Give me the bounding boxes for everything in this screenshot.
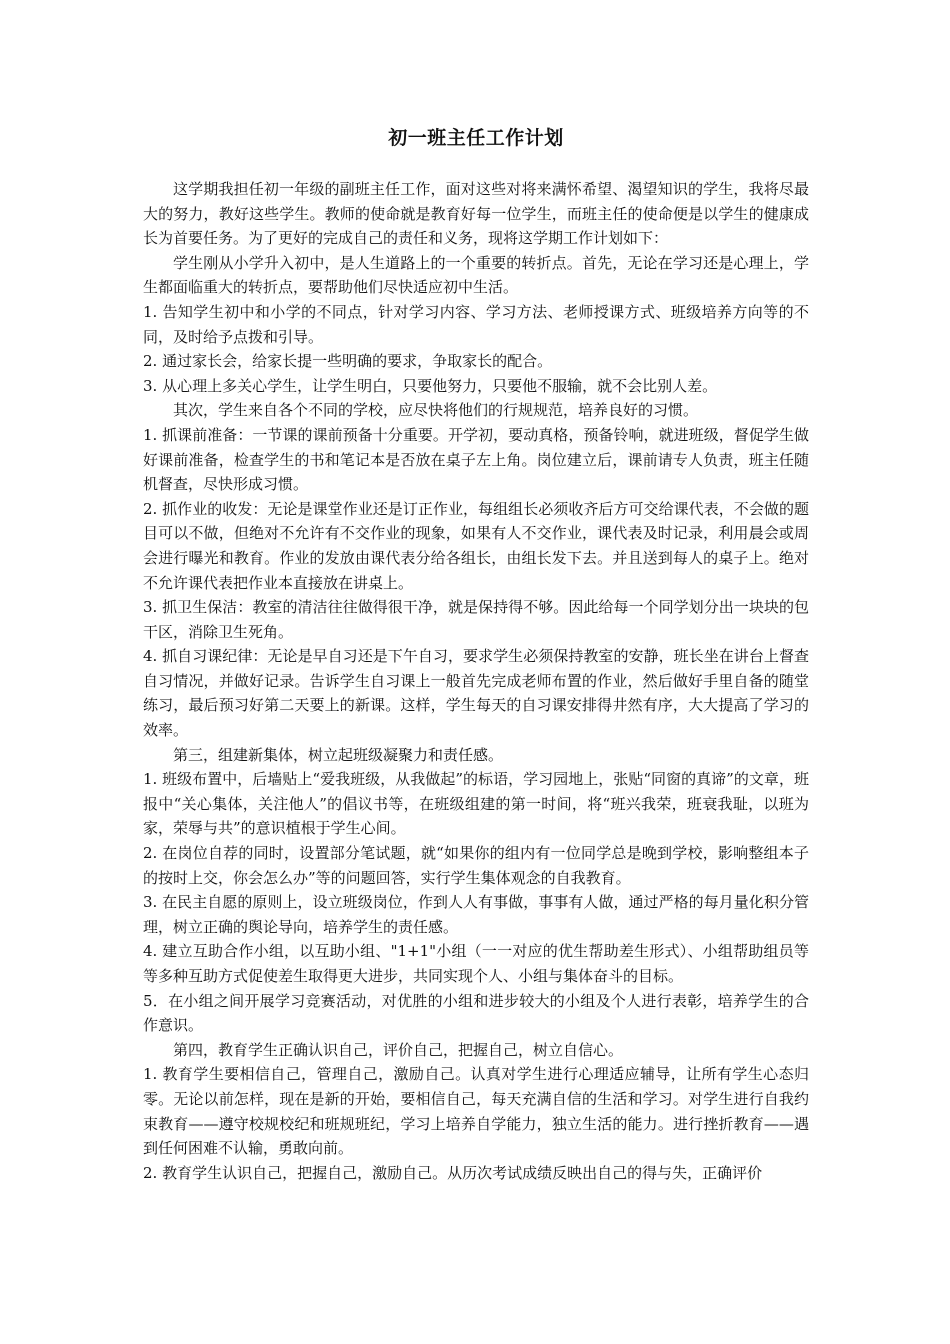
paragraph: 第四，教育学生正确认识自己，评价自己，把握自己，树立自信心。 xyxy=(173,1040,624,1059)
paragraph: 1. 班级布置中，后墙贴上“爱我班级，从我做起”的标语，学习园地上，张贴“同窗的真谛”的文章，班报中“关心集体，关注他人”的倡议书等，在班级组建的第一时间，将“班兴我荣，班衰我耻，以班为家，荣辱与共”的意识植根于学生心间。 xyxy=(143,770,809,838)
paragraph: 2. 教育学生认识自己，把握自己，激励自己。从历次考试成绩反映出自己的得与失，正确评价 xyxy=(143,1163,763,1182)
document-title: 初一班主任工作计划 xyxy=(388,127,564,149)
paragraph: 1. 教育学生要相信自己，管理自己，激励自己。认真对学生进行心理适应辅导，让所有学生心态归零。无论以前怎样，现在是新的开始，要相信自己，每天充满自信的生活和学习。对学生进行自我约束教育——遵守校规校纪和班规班纪，学习上培养自学能力，独立生活的能力。进行挫折教育——遇到任何困难不认输，勇敢向前。 xyxy=(143,1065,809,1158)
paragraph: 4. 建立互助合作小组，以互助小组、"1+1"小组（一一对应的优生帮助差生形式）、小组帮助组员等等多种互助方式促使差生取得更大进步，共同实现个人、小组与集体奋斗的目标。 xyxy=(143,942,809,985)
paragraph: 2. 抓作业的收发：无论是课堂作业还是订正作业，每组组长必须收齐后方可交给课代表，不会做的题目可以不做，但绝对不允许有不交作业的现象，如果有人不交作业，课代表及时记录，利用晨会或周会进行曝光和教育。作业的发放由课代表分给各组长，由组长发下去。并且送到每人的桌子上。绝对不允许课代表把作业本直接放在讲桌上。 xyxy=(143,499,809,592)
paragraph: 5．在小组之间开展学习竞赛活动，对优胜的小组和进步较大的小组及个人进行表彰，培养学生的合作意识。 xyxy=(143,991,809,1035)
paragraph: 第三，组建新集体，树立起班级凝聚力和责任感。 xyxy=(173,745,504,764)
paragraph: 其次，学生来自各个不同的学校，应尽快将他们的行规规范，培养良好的习惯。 xyxy=(173,401,699,420)
paragraph: 1. 告知学生初中和小学的不同点，针对学习内容、学习方法、老师授课方式、班级培养方向等的不同，及时给予点拨和引导。 xyxy=(143,302,809,346)
paragraph: 3. 从心理上多关心学生，让学生明白，只要他努力，只要他不服输，就不会比别人差。 xyxy=(143,376,718,395)
paragraph: 这学期我担任初一年级的副班主任工作，面对这些对将来满怀希望、渴望知识的学生，我将尽最大的努力，教好这些学生。教师的使命就是教育好每一位学生，而班主任的使命便是以学生的健康成长为首要任务。为了更好的完成自己的责任和义务，现将这学期工作计划如下： xyxy=(143,180,809,248)
paragraph: 3. 在民主自愿的原则上，设立班级岗位，作到人人有事做，事事有人做，通过严格的每月量化积分管理，树立正确的舆论导向，培养学生的责任感。 xyxy=(143,893,809,936)
paragraph: 4. 抓自习课纪律：无论是早自习还是下午自习，要求学生必须保持教室的安静，班长坐在讲台上督查自习情况，并做好记录。告诉学生自习课上一般首先完成老师布置的作业，然后做好手里自备的随堂练习，最后预习好第二天要上的新课。这样，学生每天的自习课安排得井然有序，大大提高了学习的效率。 xyxy=(143,647,809,740)
paragraph: 1. 抓课前准备：一节课的课前预备十分重要。开学初，要动真格，预备铃响，就进班级，督促学生做好课前准备，检查学生的书和笔记本是否放在桌子左上角。岗位建立后，课前请专人负责，班主任随机督查，尽快形成习惯。 xyxy=(143,425,809,494)
paragraph: 2. 通过家长会，给家长提一些明确的要求，争取家长的配合。 xyxy=(143,352,553,371)
paragraph: 2. 在岗位自荐的同时，设置部分笔试题，就“如果你的组内有一位同学总是晚到学校，影响整组本子的按时上交，你会怎么办”等的问题回答，实行学生集体观念的自我教育。 xyxy=(143,844,809,887)
document-body xyxy=(143,177,809,1185)
paragraph: 3. 抓卫生保洁：教室的清洁往往做得很干净，就是保持得不够。因此给每一个同学划分出一块块的包干区，消除卫生死角。 xyxy=(143,598,809,641)
document-page xyxy=(143,0,809,1344)
paragraph: 学生刚从小学升入初中，是人生道路上的一个重要的转折点。首先，无论在学习还是心理上，学生都面临重大的转折点，要帮助他们尽快适应初中生活。 xyxy=(143,253,809,297)
